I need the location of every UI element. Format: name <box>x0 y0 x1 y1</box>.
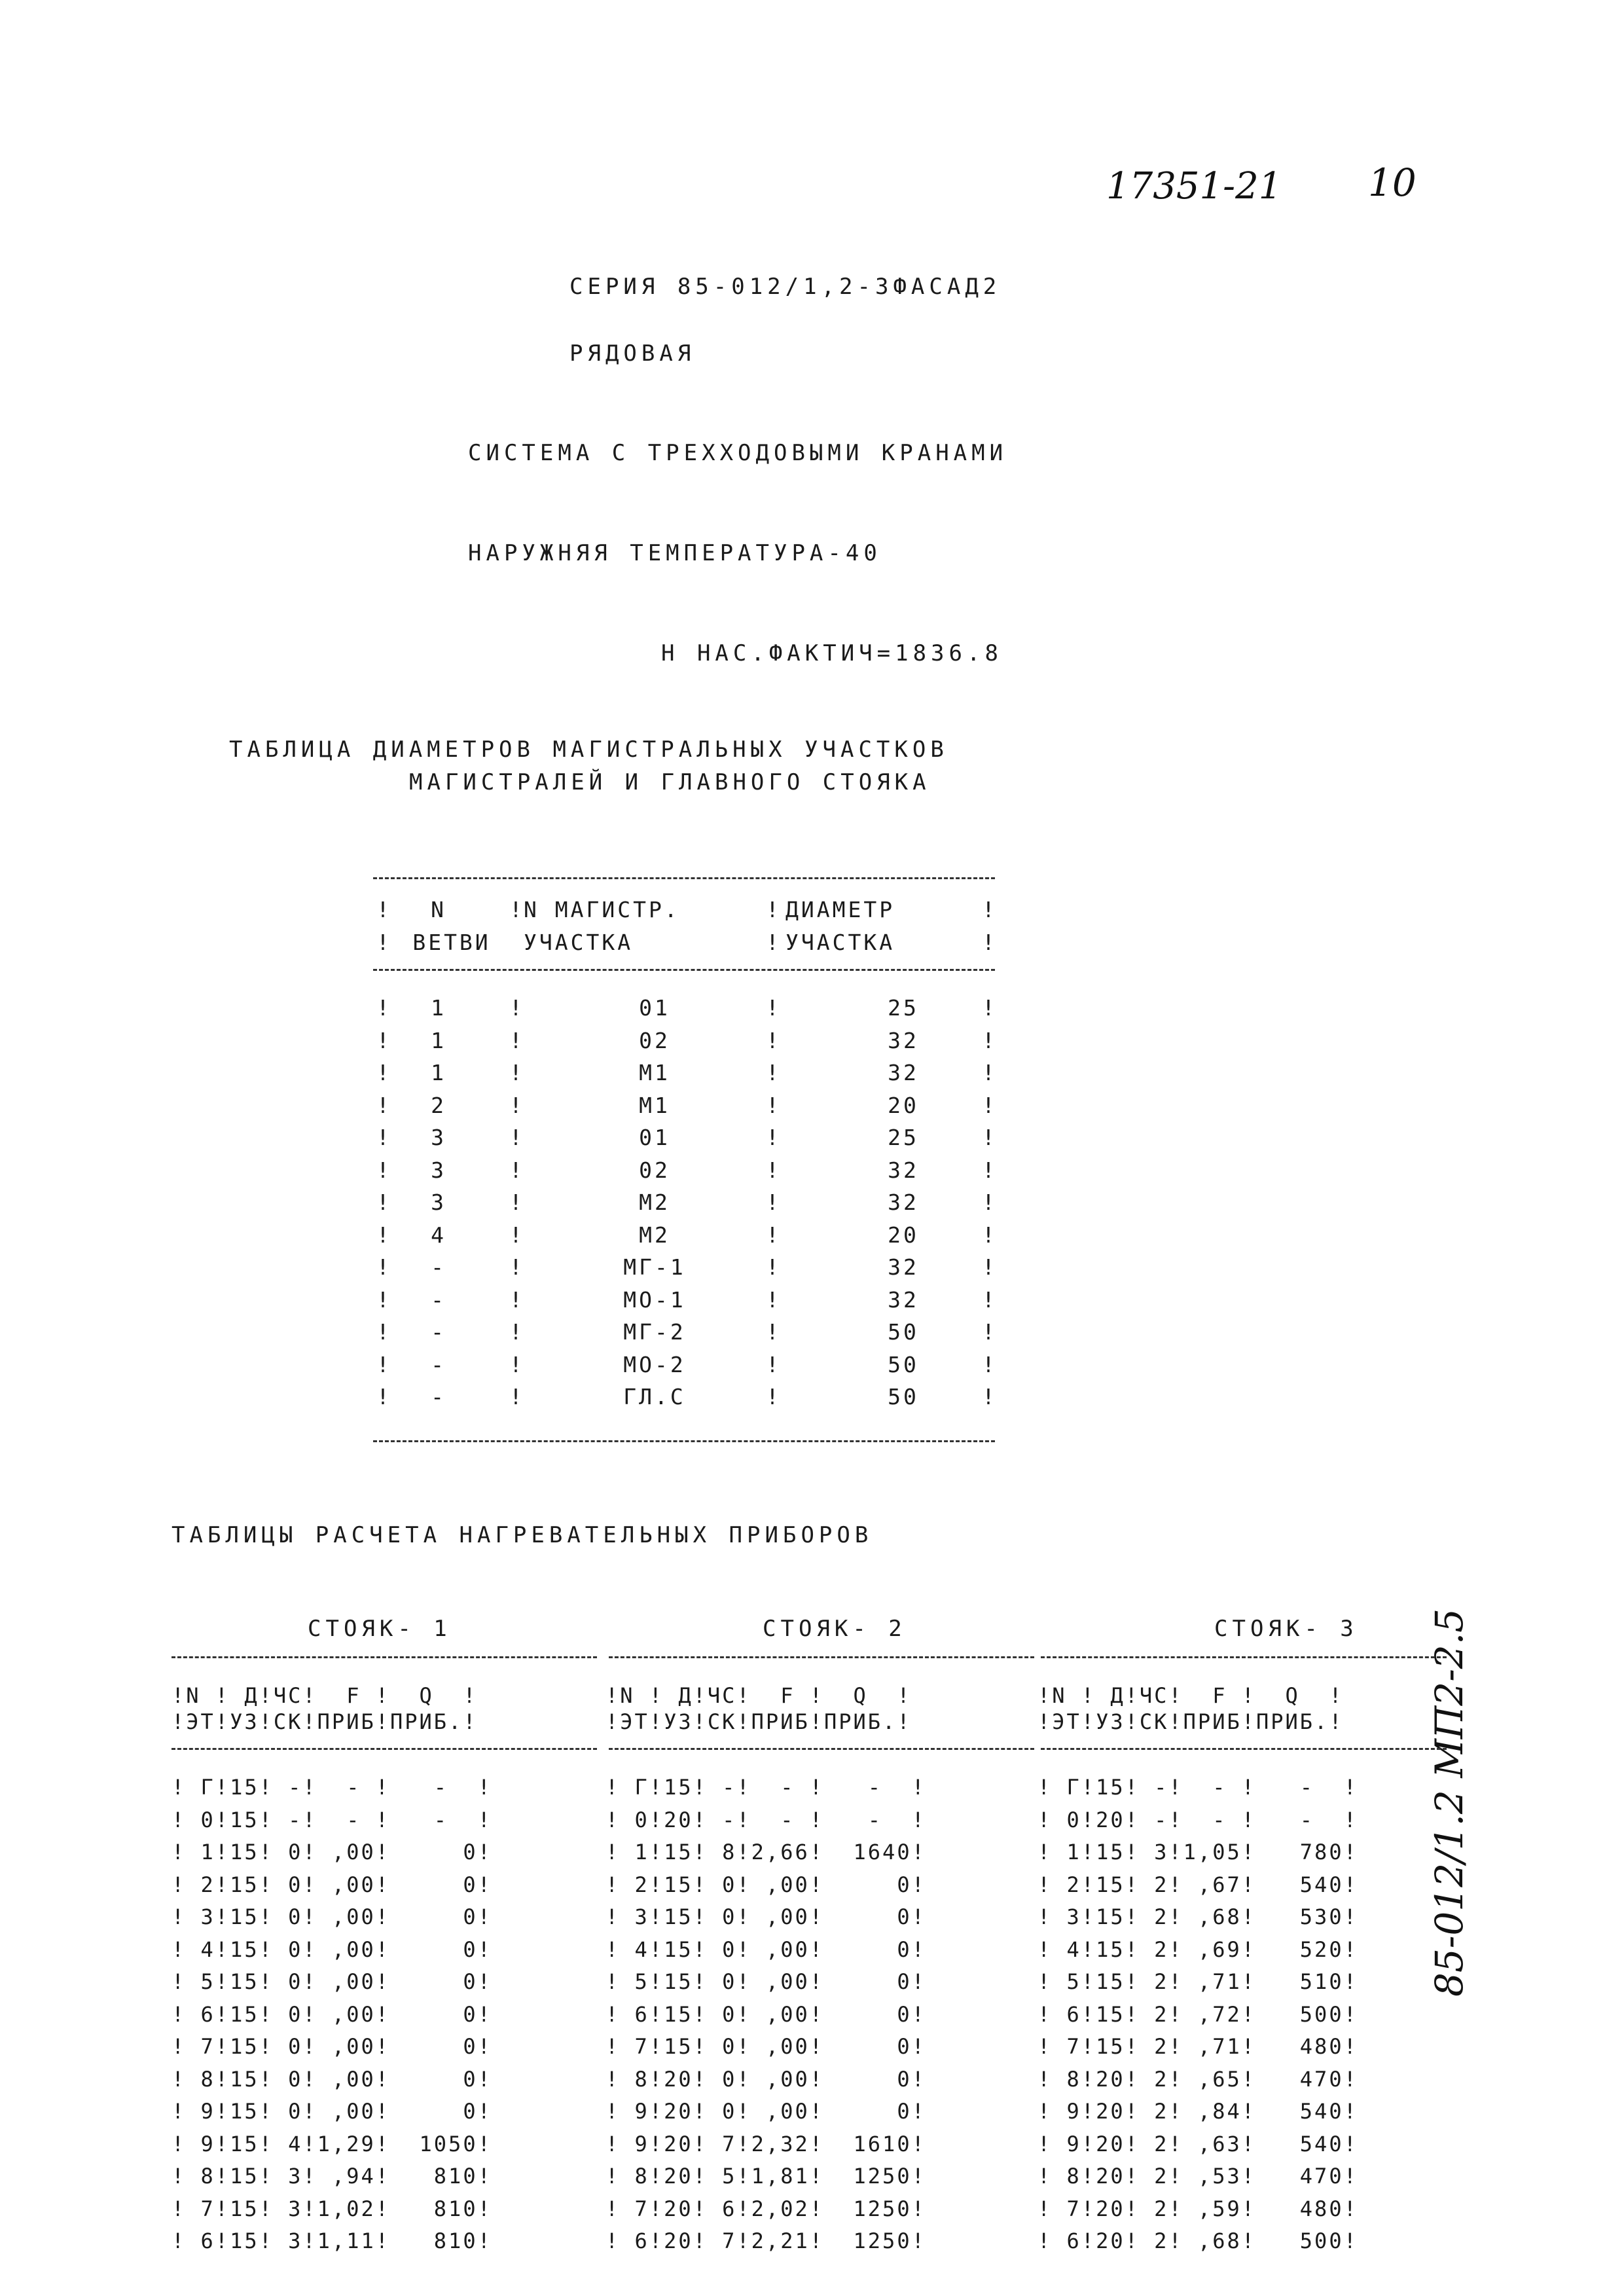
cell-branch: 3 <box>431 1125 446 1150</box>
table-row: ! 1!15! 0! ,00! 0! <box>171 1840 492 1864</box>
table-row: ! 9!15! 4!1,29! 1050! <box>171 2131 492 2156</box>
col-sep: ! <box>376 1319 389 1345</box>
cell-branch: 1 <box>431 1027 446 1053</box>
cell-diameter: 25 <box>888 995 919 1021</box>
stoyak-3-header-1: !N ! Д!ЧС! F ! Q ! <box>1038 1683 1344 1708</box>
cell-diameter: 20 <box>888 1092 919 1118</box>
col-sep: ! <box>982 1027 995 1053</box>
col-sep: ! <box>376 1190 389 1215</box>
handwritten-page-number: 10 <box>1368 160 1416 205</box>
col-sep: ! <box>982 930 995 955</box>
table-row: ! 9!20! 2! ,63! 540! <box>1038 2131 1358 2156</box>
calc-title: ТАБЛИЦЫ РАСЧЕТА НАГРЕВАТЕЛЬНЫХ ПРИБОРОВ <box>171 1522 873 1548</box>
cell-section: М2 <box>639 1190 670 1215</box>
table-row: ! 8!20! 2! ,53! 470! <box>1038 2164 1358 2189</box>
col-sep: ! <box>509 1222 522 1248</box>
table-row: ! 6!20! 2! ,68! 500! <box>1038 2228 1358 2253</box>
col-sep: ! <box>509 1351 522 1377</box>
col-sep: ! <box>509 1157 522 1183</box>
col-sep: ! <box>766 1286 779 1313</box>
cell-branch: 3 <box>431 1157 446 1183</box>
col-sep: ! <box>982 1319 995 1345</box>
handwritten-doc-number: 17351-21 <box>1106 165 1282 208</box>
table-row: ! 0!20! -! - ! - ! <box>605 1807 926 1832</box>
col-sep: ! <box>376 1027 389 1053</box>
table-row: ! 5!15! 0! ,00! 0! <box>605 1969 926 1994</box>
col-sep: ! <box>376 1157 389 1183</box>
table-row: ! 3!15! 2! ,68! 530! <box>1038 1904 1358 1929</box>
col-sep: ! <box>982 1286 995 1313</box>
col-sep: ! <box>376 995 389 1021</box>
diam-table-subtitle: МАГИСТРАЛЕЙ И ГЛАВНОГО СТОЯКА <box>409 769 931 795</box>
h-nas-line: Н НАС.ФАКТИЧ=1836.8 <box>661 640 1003 666</box>
col-sep: ! <box>766 1125 779 1150</box>
cell-diameter: 32 <box>888 1286 919 1313</box>
col-sep: ! <box>376 1384 389 1409</box>
col-sep: ! <box>766 1157 779 1183</box>
table-row: ! 8!20! 2! ,65! 470! <box>1038 2066 1358 2092</box>
stoyak-2-header-2: !ЭТ!УЗ!СК!ПРИБ!ПРИБ.! <box>605 1709 912 1734</box>
col-sep: ! <box>509 897 522 922</box>
table-row: ! 8!15! 3! ,94! 810! <box>171 2164 492 2189</box>
table-row: ! 7!15! 2! ,71! 480! <box>1038 2034 1358 2059</box>
cell-section: МГ-2 <box>623 1319 686 1345</box>
cell-branch: 4 <box>431 1222 446 1248</box>
col-sep: ! <box>509 1060 522 1085</box>
calc-rule-mid <box>1041 1748 1447 1750</box>
table-row: ! 7!20! 2! ,59! 480! <box>1038 2196 1358 2221</box>
cell-diameter: 32 <box>888 1254 919 1280</box>
col-sep: ! <box>766 1222 779 1248</box>
cell-diameter: 50 <box>888 1319 919 1345</box>
col-sep: ! <box>376 897 389 922</box>
table-row: ! 9!20! 0! ,00! 0! <box>605 2099 926 2124</box>
table-row: ! 5!15! 0! ,00! 0! <box>171 1969 492 1994</box>
cell-section: М2 <box>639 1222 670 1248</box>
table-row: ! 9!15! 0! ,00! 0! <box>171 2099 492 2124</box>
cell-section: 01 <box>639 1125 670 1150</box>
cell-branch: 2 <box>431 1092 446 1118</box>
table-row: ! 6!15! 2! ,72! 500! <box>1038 2001 1358 2027</box>
table-row: ! 2!15! 0! ,00! 0! <box>605 1872 926 1897</box>
table-row: ! 1!15! 3!1,05! 780! <box>1038 1840 1358 1864</box>
col-sep: ! <box>509 1254 522 1280</box>
type-line: РЯДОВАЯ <box>569 340 696 367</box>
stoyak-1-header-1: !N ! Д!ЧС! F ! Q ! <box>171 1683 478 1708</box>
cell-branch: 1 <box>431 995 446 1021</box>
table-row: ! 4!15! 0! ,00! 0! <box>171 1936 492 1962</box>
cell-section: ГЛ.С <box>623 1384 686 1409</box>
cell-section: 01 <box>639 995 670 1021</box>
col-sep: ! <box>376 930 389 955</box>
table-row: ! 6!20! 7!2,21! 1250! <box>605 2228 926 2253</box>
cell-branch: - <box>431 1319 446 1345</box>
col-sep: ! <box>982 1092 995 1118</box>
table-row: ! 4!15! 2! ,69! 520! <box>1038 1936 1358 1962</box>
col-sep: ! <box>509 1384 522 1409</box>
cell-diameter: 20 <box>888 1222 919 1248</box>
header-diameter: ДИАМЕТР <box>785 897 895 922</box>
col-sep: ! <box>982 897 995 922</box>
cell-branch: 1 <box>431 1060 446 1085</box>
cell-branch: - <box>431 1254 446 1280</box>
cell-branch: - <box>431 1286 446 1313</box>
table-row: ! Г!15! -! - ! - ! <box>605 1775 926 1800</box>
table-row: ! Г!15! -! - ! - ! <box>1038 1775 1358 1800</box>
table-rule <box>373 877 995 879</box>
table-row: ! 5!15! 2! ,71! 510! <box>1038 1969 1358 1994</box>
col-sep: ! <box>982 1190 995 1215</box>
col-sep: ! <box>766 1384 779 1409</box>
calc-rule-top <box>609 1656 1034 1658</box>
cell-diameter: 32 <box>888 1060 919 1085</box>
col-sep: ! <box>509 1092 522 1118</box>
stoyak-1-header-2: !ЭТ!УЗ!СК!ПРИБ!ПРИБ.! <box>171 1709 478 1734</box>
col-sep: ! <box>766 930 779 955</box>
col-sep: ! <box>376 1125 389 1150</box>
col-sep: ! <box>766 1319 779 1345</box>
table-rule <box>373 969 995 971</box>
stoyak-3-title: СТОЯК- 3 <box>1214 1616 1358 1642</box>
cell-diameter: 32 <box>888 1027 919 1053</box>
table-rule <box>373 1440 995 1442</box>
series-line: СЕРИЯ 85-012/1,2-3ФАСАД2 <box>569 274 1001 300</box>
cell-branch: 3 <box>431 1190 446 1215</box>
cell-section: МГ-1 <box>623 1254 686 1280</box>
col-sep: ! <box>982 1060 995 1085</box>
col-sep: ! <box>982 1254 995 1280</box>
cell-diameter: 50 <box>888 1384 919 1409</box>
table-row: ! 2!15! 0! ,00! 0! <box>171 1872 492 1897</box>
table-row: ! 9!20! 2! ,84! 540! <box>1038 2099 1358 2124</box>
header-branch: ВЕТВИ <box>412 930 491 955</box>
table-row: ! 2!15! 2! ,67! 540! <box>1038 1872 1358 1897</box>
col-sep: ! <box>982 995 995 1021</box>
cell-branch: - <box>431 1384 446 1409</box>
col-sep: ! <box>509 1027 522 1053</box>
header-section-n: N МАГИСТР. <box>524 897 680 922</box>
stoyak-2-title: СТОЯК- 2 <box>763 1616 907 1642</box>
col-sep: ! <box>982 1157 995 1183</box>
table-row: ! 4!15! 0! ,00! 0! <box>605 1936 926 1962</box>
table-row: ! 1!15! 8!2,66! 1640! <box>605 1840 926 1864</box>
table-row: ! 8!20! 0! ,00! 0! <box>605 2066 926 2092</box>
cell-diameter: 32 <box>888 1190 919 1215</box>
col-sep: ! <box>766 1092 779 1118</box>
col-sep: ! <box>376 1254 389 1280</box>
col-sep: ! <box>766 897 779 922</box>
table-row: ! 7!15! 0! ,00! 0! <box>605 2034 926 2059</box>
calc-rule-top <box>171 1656 597 1658</box>
col-sep: ! <box>376 1060 389 1085</box>
col-sep: ! <box>766 995 779 1021</box>
col-sep: ! <box>376 1351 389 1377</box>
table-row: ! 3!15! 0! ,00! 0! <box>171 1904 492 1929</box>
col-sep: ! <box>376 1092 389 1118</box>
table-row: ! Г!15! -! - ! - ! <box>171 1775 492 1800</box>
calc-rule-mid <box>171 1748 597 1750</box>
table-row: ! 8!15! 0! ,00! 0! <box>171 2066 492 2092</box>
cell-section: 02 <box>639 1157 670 1183</box>
cell-section: МО-1 <box>623 1286 686 1313</box>
col-sep: ! <box>982 1222 995 1248</box>
stoyak-2-header-1: !N ! Д!ЧС! F ! Q ! <box>605 1683 912 1708</box>
col-sep: ! <box>766 1254 779 1280</box>
cell-diameter: 32 <box>888 1157 919 1183</box>
col-sep: ! <box>766 1027 779 1053</box>
table-row: ! 6!15! 0! ,00! 0! <box>605 2001 926 2027</box>
table-row: ! 6!15! 0! ,00! 0! <box>171 2001 492 2027</box>
table-row: ! 0!15! -! - ! - ! <box>171 1807 492 1832</box>
table-row: ! 7!15! 0! ,00! 0! <box>171 2034 492 2059</box>
table-row: ! 3!15! 0! ,00! 0! <box>605 1904 926 1929</box>
col-sep: ! <box>766 1060 779 1085</box>
col-sep: ! <box>509 1319 522 1345</box>
col-sep: ! <box>982 1351 995 1377</box>
table-row: ! 8!20! 5!1,81! 1250! <box>605 2164 926 2189</box>
cell-branch: - <box>431 1351 446 1377</box>
header-diameter-2: УЧАСТКА <box>785 930 895 955</box>
table-row: ! 9!20! 7!2,32! 1610! <box>605 2131 926 2156</box>
outdoor-temp-line: НАРУЖНЯЯ ТЕМПЕРАТУРА-40 <box>468 540 882 566</box>
col-sep: ! <box>982 1384 995 1409</box>
col-sep: ! <box>766 1190 779 1215</box>
calc-rule-mid <box>609 1748 1034 1750</box>
cell-section: М1 <box>639 1060 670 1085</box>
cell-section: М1 <box>639 1092 670 1118</box>
calc-rule-top <box>1041 1656 1447 1658</box>
diam-table-title: ТАБЛИЦА ДИАМЕТРОВ МАГИСТРАЛЬНЫХ УЧАСТКОВ <box>229 736 948 763</box>
col-sep: ! <box>509 1286 522 1313</box>
stoyak-1-title: СТОЯК- 1 <box>308 1616 452 1642</box>
table-row: ! 7!20! 6!2,02! 1250! <box>605 2196 926 2221</box>
col-sep: ! <box>982 1125 995 1150</box>
cell-section: 02 <box>639 1027 670 1053</box>
table-row: ! 0!20! -! - ! - ! <box>1038 1807 1358 1832</box>
header-section: УЧАСТКА <box>524 930 634 955</box>
stoyak-3-header-2: !ЭТ!УЗ!СК!ПРИБ!ПРИБ.! <box>1038 1709 1344 1734</box>
cell-diameter: 50 <box>888 1351 919 1377</box>
table-row: ! 7!15! 3!1,02! 810! <box>171 2196 492 2221</box>
system-line: СИСТЕМА С ТРЕХХОДОВЫМИ КРАНАМИ <box>468 440 1008 466</box>
cell-diameter: 25 <box>888 1125 919 1150</box>
col-sep: ! <box>509 1125 522 1150</box>
header-branch-n: N <box>431 897 446 922</box>
col-sep: ! <box>766 1351 779 1377</box>
cell-section: МО-2 <box>623 1351 686 1377</box>
col-sep: ! <box>376 1222 389 1248</box>
table-row: ! 6!15! 3!1,11! 810! <box>171 2228 492 2253</box>
col-sep: ! <box>509 995 522 1021</box>
col-sep: ! <box>376 1286 389 1313</box>
handwritten-margin-code: 85-012/1.2 МП2-2.5 <box>1427 1608 1471 1997</box>
col-sep: ! <box>509 1190 522 1215</box>
